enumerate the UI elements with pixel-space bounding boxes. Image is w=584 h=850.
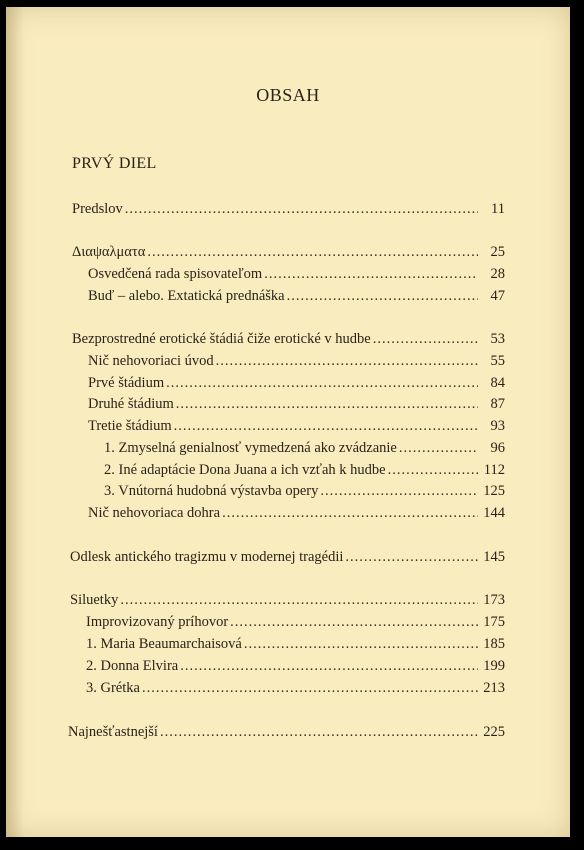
page-title: OBSAH <box>256 85 320 105</box>
toc-entry-label: Bezprostredné erotické štádiá čiže erotické v hudbe <box>72 331 371 347</box>
toc-entry-najnestastnejsi <box>68 723 505 741</box>
toc-entry-label: Siluetky <box>70 592 119 608</box>
toc-entry-page: 213 <box>483 680 505 696</box>
toc-entry-odlesk <box>70 548 505 566</box>
toc-entry-donna-elvira <box>86 657 505 675</box>
toc-entry-page: 87 <box>490 396 505 412</box>
toc-entry-siluetky <box>70 591 505 609</box>
toc-entry-osvedcena-rada <box>88 265 505 283</box>
dot-leader <box>216 352 478 370</box>
dot-leader <box>345 548 478 566</box>
toc-entry-label: Najnešťastnejší <box>68 724 158 740</box>
dot-leader <box>320 482 478 500</box>
toc-entry-label: Odlesk antického tragizmu v modernej tragédii <box>70 549 344 565</box>
toc-entry-label: 3. Vnútorná hudobná výstavba opery <box>104 483 319 499</box>
toc-entry-page: 125 <box>483 483 505 499</box>
toc-entry-improvizovany <box>86 613 505 631</box>
dot-leader <box>160 723 478 741</box>
toc-entry-diapsalmata <box>72 243 505 261</box>
toc-entry-druhe-stadium <box>88 395 505 413</box>
dot-leader <box>388 461 478 479</box>
toc-entry-label: 3. Grétka <box>86 680 140 696</box>
toc-entry-page: 93 <box>490 418 505 434</box>
toc-entry-label: Διαψαλματα <box>72 244 146 260</box>
toc-entry-label: Buď – alebo. Extatická prednáška <box>88 288 285 304</box>
toc-entry-gretka <box>86 679 505 697</box>
toc-entry-page: 53 <box>490 331 505 347</box>
toc-entry-uvod <box>88 352 505 370</box>
toc-entry-predslov <box>72 200 505 218</box>
dot-leader <box>399 439 478 457</box>
dot-leader <box>373 330 478 348</box>
toc-entry-label: Predslov <box>72 201 123 217</box>
toc-entry-label: Tretie štádium <box>88 418 172 434</box>
toc-entry-label: 2. Iné adaptácie Dona Juana a ich vzťah k hudbe <box>104 462 386 478</box>
toc-entry-label: Osvedčená rada spisovateľom <box>88 266 263 282</box>
dot-leader <box>287 287 478 305</box>
toc-entry-page: 84 <box>490 375 505 391</box>
toc-entry-label: Nič nehovoriaca dohra <box>88 505 221 521</box>
part-heading: PRVÝ DIEL <box>72 155 157 172</box>
dot-leader <box>180 657 478 675</box>
toc-entry-page: 96 <box>490 440 505 456</box>
toc-entry-page: 11 <box>491 201 505 217</box>
book-page <box>6 7 570 837</box>
toc-entry-page: 175 <box>483 614 505 630</box>
toc-entry-page: 225 <box>483 724 505 740</box>
toc-entry-label: Druhé štádium <box>88 396 174 412</box>
toc-entry-page: 144 <box>483 505 505 521</box>
toc-entry-label: Improvizovaný príhovor <box>86 614 229 630</box>
dot-leader <box>142 679 478 697</box>
toc-entry-page: 173 <box>483 592 505 608</box>
dot-leader <box>174 417 478 435</box>
toc-entry-tretie-stadium <box>88 417 505 435</box>
toc-entry-page: 28 <box>490 266 505 282</box>
toc-entry-label: Nič nehovoriaci úvod <box>88 353 214 369</box>
toc-entry-label: 1. Maria Beaumarchaisová <box>86 636 242 652</box>
toc-entry-prve-stadium <box>88 374 505 392</box>
dot-leader <box>244 635 478 653</box>
dot-leader <box>222 504 478 522</box>
toc-entry-page: 47 <box>490 288 505 304</box>
toc-entry-page: 199 <box>483 658 505 674</box>
toc-entry-page: 25 <box>490 244 505 260</box>
toc-entry-page: 185 <box>483 636 505 652</box>
toc-entry-page: 145 <box>483 549 505 565</box>
toc-entry-ine-adaptacie <box>104 461 505 479</box>
toc-entry-page: 112 <box>483 462 505 478</box>
toc-entry-zmyselna-genialnost <box>104 439 505 457</box>
toc-entry-label: Prvé štádium <box>88 375 165 391</box>
toc-entry-maria <box>86 635 505 653</box>
toc-entry-bud-alebo <box>88 287 505 305</box>
toc-entry-label: 2. Donna Elvira <box>86 658 179 674</box>
toc-entry-bezprostredne <box>72 330 505 348</box>
toc-entry-label: 1. Zmyselná genialnosť vymedzená ako zvádzanie <box>104 440 397 456</box>
dot-leader <box>120 591 478 609</box>
dot-leader <box>176 395 478 413</box>
dot-leader <box>264 265 478 283</box>
dot-leader <box>230 613 478 631</box>
toc-entry-dohra <box>88 504 505 522</box>
dot-leader <box>125 200 478 218</box>
dot-leader <box>147 243 478 261</box>
dot-leader <box>166 374 478 392</box>
toc-entry-page: 55 <box>490 353 505 369</box>
toc-entry-vnutorna-vystavba <box>104 482 505 500</box>
